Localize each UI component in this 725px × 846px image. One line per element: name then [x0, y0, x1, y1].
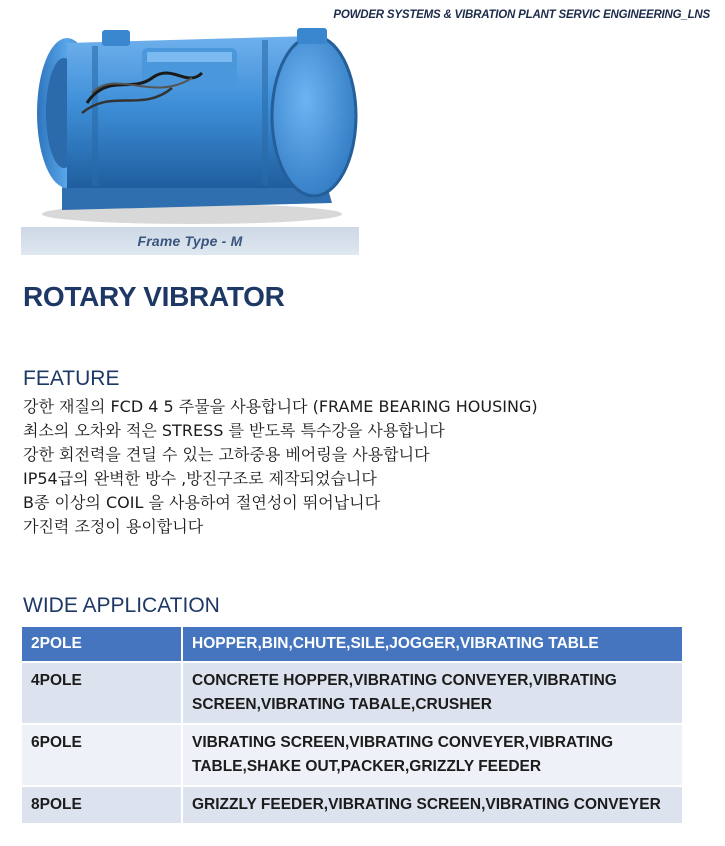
frame-type-label: Frame Type - M: [137, 233, 243, 249]
table-row: [22, 724, 682, 786]
feature-item: 가진력 조정이 용이합니다: [23, 517, 204, 536]
header-tagline: POWDER SYSTEMS & VIBRATION PLANT SERVIC ENGINEERING_LNS: [333, 9, 710, 21]
table-cell-pole: 8POLE: [22, 786, 182, 823]
rotary-vibrator-image: [22, 18, 362, 230]
feature-item: 강한 재질의 FCD 4 5 주물을 사용합니다 (FRAME BEARING HOUSING): [23, 397, 538, 416]
frame-type-caption: [21, 227, 359, 255]
feature-heading: FEATURE: [23, 367, 120, 390]
feature-item: 강한 회전력을 견딜 수 있는 고하중용 베어링을 사용합니다: [23, 445, 430, 464]
feature-list: [23, 395, 538, 539]
table-row: [22, 662, 682, 724]
table-cell-pole: 2POLE: [22, 627, 182, 662]
application-heading: WIDE APPLICATION: [23, 594, 220, 617]
feature-item: IP54급의 완벽한 방수 ,방진구조로 제작되었습니다: [23, 469, 377, 488]
table-header-row: [22, 627, 682, 662]
feature-item: 최소의 오차와 적은 STRESS 를 받도록 특수강을 사용합니다: [23, 421, 445, 440]
table-cell-pole: 4POLE: [22, 662, 182, 724]
table-row: [22, 786, 682, 823]
application-table: [22, 627, 682, 823]
table-cell-pole: 6POLE: [22, 724, 182, 786]
table-cell-uses: HOPPER,BIN,CHUTE,SILE,JOGGER,VIBRATING TABLE: [182, 627, 682, 662]
table-cell-uses: VIBRATING SCREEN,VIBRATING CONVEYER,VIBRATING TABLE,SHAKE OUT,PACKER,GRIZZLY FEEDER: [182, 724, 682, 786]
feature-item: B종 이상의 COIL 을 사용하여 절연성이 뛰어납니다: [23, 493, 381, 512]
page-title: ROTARY VIBRATOR: [23, 281, 285, 312]
table-cell-uses: CONCRETE HOPPER,VIBRATING CONVEYER,VIBRATING SCREEN,VIBRATING TABALE,CRUSHER: [182, 662, 682, 724]
table-cell-uses: GRIZZLY FEEDER,VIBRATING SCREEN,VIBRATING CONVEYER: [182, 786, 682, 823]
